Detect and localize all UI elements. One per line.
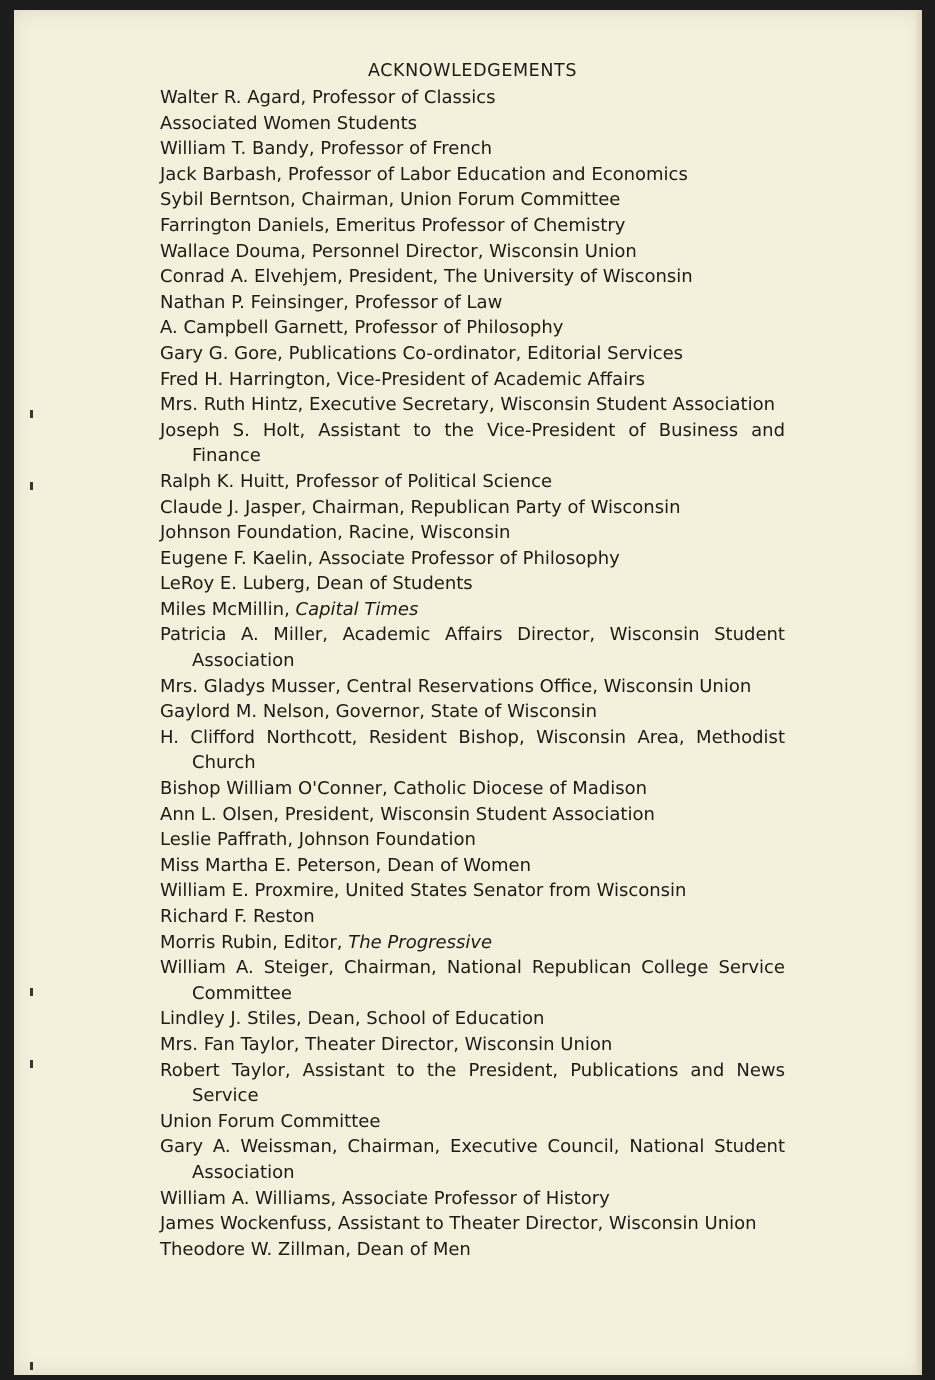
binding-marks (30, 10, 36, 1375)
entry-text: Walter R. Agard, Professor of Classics (160, 87, 496, 108)
entry-text: Conrad A. Elvehjem, President, The University of Wisconsin (160, 266, 693, 288)
acknowledgement-entry (160, 955, 785, 1006)
entry-text: Mrs. Fan Taylor, Theater Director, Wisconsin Union (160, 1033, 613, 1055)
entry-text: Richard F. Reston (160, 906, 315, 927)
entry-text: William A. Steiger, Chairman, National Republican College Service Committee (160, 957, 785, 1004)
acknowledgements-section (160, 58, 785, 1262)
acknowledgement-entry (160, 546, 785, 572)
acknowledgement-entry (160, 878, 785, 904)
entry-text: Patricia A. Miller, Academic Affairs Director, Wisconsin Student Association (160, 624, 785, 672)
entry-text: Ann L. Olsen, President, Wisconsin Student Association (160, 803, 655, 825)
binding-mark (30, 1362, 33, 1370)
acknowledgement-entry (160, 853, 785, 879)
acknowledgement-entry (160, 418, 785, 469)
acknowledgement-entry (160, 725, 785, 776)
acknowledgement-entry (160, 802, 785, 828)
acknowledgement-entry (160, 699, 785, 725)
entry-text: Bishop William O'Conner, Catholic Diocese of Madison (160, 778, 647, 800)
entry-text: Claude J. Jasper, Chairman, Republican Party of Wisconsin (160, 496, 681, 518)
entry-text: Nathan P. Feinsinger, Professor of Law (160, 291, 503, 313)
entry-text: Lindley J. Stiles, Dean, School of Education (160, 1008, 545, 1030)
acknowledgement-entry (160, 571, 785, 597)
acknowledgement-entry (160, 315, 785, 341)
acknowledgement-entry (160, 111, 785, 137)
entry-text: Gaylord M. Nelson, Governor, State of Wisconsin (160, 701, 597, 723)
acknowledgement-entry (160, 162, 785, 188)
acknowledgement-entry (160, 290, 785, 316)
entry-text: Theodore W. Zillman, Dean of Men (160, 1238, 471, 1260)
entry-text: William E. Proxmire, United States Senator from Wisconsin (160, 880, 687, 902)
entry-text: Morris Rubin, Editor, (160, 931, 349, 953)
document-page (14, 10, 922, 1375)
entry-text: Johnson Foundation, Racine, Wisconsin (160, 522, 511, 544)
acknowledgement-entry (160, 597, 785, 623)
acknowledgement-entry (160, 341, 785, 367)
entry-text: Wallace Douma, Personnel Director, Wisconsin Union (160, 240, 637, 262)
acknowledgement-entry (160, 827, 785, 853)
entry-text: Farrington Daniels, Emeritus Professor of Chemistry (160, 214, 626, 236)
entry-text: Leslie Paffrath, Johnson Foundation (160, 829, 476, 851)
entry-text: Mrs. Gladys Musser, Central Reservations Office, Wisconsin Union (160, 675, 752, 697)
entry-text: Gary A. Weissman, Chairman, Executive Council, National Student Association (160, 1136, 785, 1183)
acknowledgement-entry (160, 1006, 785, 1032)
acknowledgement-entry (160, 1109, 785, 1135)
entry-text: LeRoy E. Luberg, Dean of Students (160, 573, 473, 595)
page-title: ACKNOWLEDGEMENTS (367, 61, 578, 81)
acknowledgement-entry (160, 136, 785, 162)
acknowledgements-list (160, 85, 785, 1262)
acknowledgement-entry (160, 674, 785, 700)
entry-text: Ralph K. Huitt, Professor of Political Science (160, 470, 553, 492)
entry-text: Robert Taylor, Assistant to the President, Publications and News Service (160, 1059, 785, 1107)
entry-text: Miles McMillin, (160, 598, 296, 620)
acknowledgement-entry (160, 392, 785, 418)
entry-text: Eugene F. Kaelin, Associate Professor of Philosophy (160, 547, 620, 569)
acknowledgement-entry (160, 495, 785, 521)
binding-mark (30, 988, 33, 996)
page-edge (916, 10, 922, 1375)
acknowledgement-entry (160, 904, 785, 930)
acknowledgement-entry (160, 622, 785, 673)
entry-text: Fred H. Harrington, Vice-President of Academic Affairs (160, 368, 645, 390)
entry-publication-title: Capital Times (295, 598, 419, 620)
binding-mark (30, 482, 33, 490)
acknowledgement-entry (160, 930, 785, 956)
entry-text: Jack Barbash, Professor of Labor Education and Economics (160, 163, 688, 185)
acknowledgement-entry (160, 1237, 785, 1263)
acknowledgement-entry (160, 1058, 785, 1109)
entry-text: William T. Bandy, Professor of French (160, 138, 493, 160)
binding-mark (30, 410, 33, 418)
entry-publication-title: The Progressive (348, 931, 493, 953)
acknowledgement-entry (160, 239, 785, 265)
entry-text: James Wockenfuss, Assistant to Theater Director, Wisconsin Union (160, 1213, 757, 1235)
entry-text: Sybil Berntson, Chairman, Union Forum Committee (160, 189, 621, 211)
acknowledgement-entry (160, 213, 785, 239)
acknowledgement-entry (160, 187, 785, 213)
entry-text: A. Campbell Garnett, Professor of Philosophy (160, 317, 564, 339)
acknowledgement-entry (160, 1186, 785, 1212)
entry-text: H. Clifford Northcott, Resident Bishop, Wisconsin Area, Methodist Church (160, 726, 785, 774)
acknowledgement-entry (160, 1211, 785, 1237)
acknowledgement-entry (160, 264, 785, 290)
acknowledgement-entry (160, 1032, 785, 1058)
acknowledgement-entry (160, 469, 785, 495)
entry-text: William A. Williams, Associate Professor of History (160, 1187, 610, 1209)
binding-mark (30, 1060, 33, 1068)
acknowledgement-entry (160, 776, 785, 802)
acknowledgement-entry (160, 520, 785, 546)
acknowledgement-entry (160, 1134, 785, 1185)
acknowledgement-entry (160, 85, 785, 111)
acknowledgement-entry (160, 367, 785, 393)
entry-text: Union Forum Committee (160, 1110, 381, 1132)
entry-text: Joseph S. Holt, Assistant to the Vice-President of Business and Finance (160, 419, 785, 467)
entry-text: Miss Martha E. Peterson, Dean of Women (160, 854, 532, 876)
entry-text: Mrs. Ruth Hintz, Executive Secretary, Wisconsin Student Association (160, 394, 776, 416)
entry-text: Gary G. Gore, Publications Co-ordinator, Editorial Services (160, 342, 684, 364)
entry-text: Associated Women Students (160, 112, 418, 134)
